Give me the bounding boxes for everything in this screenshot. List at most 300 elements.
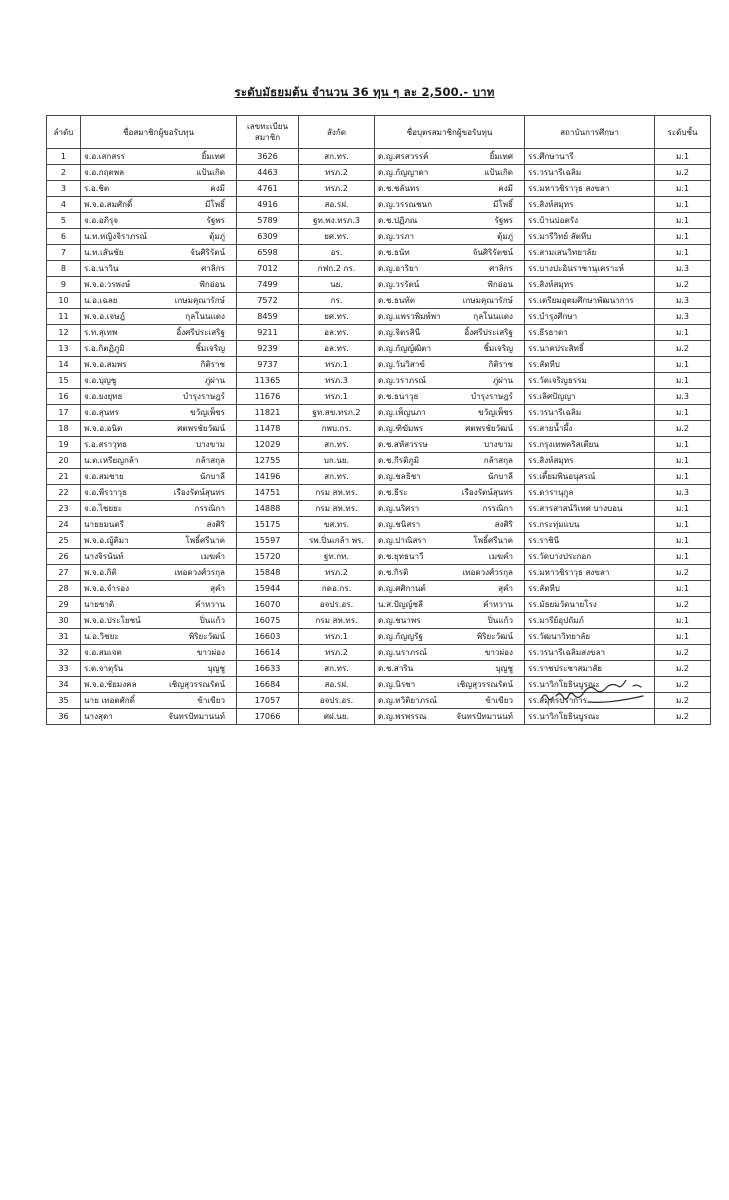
member-last: คำหวาน [195,599,225,609]
school: รร.สายน้ำผึ้ง [525,421,655,437]
level: ม.2 [655,277,711,293]
child-first: ด.ญ.ชนิสรา [378,519,421,529]
table-row [47,533,711,549]
child-last: สุคำ [498,583,513,593]
row-no: 16 [47,389,81,405]
member-last: แป้นเกิด [196,167,225,177]
unit: ทรภ.2 [299,645,375,661]
child-last: โพธิ์ศรีนาค [473,535,513,545]
member-first: นาย เทอดศักดิ์ [84,695,135,705]
table-row [47,469,711,485]
table-row [47,613,711,629]
unit: สอ.รฝ. [299,677,375,693]
unit: อจปร.อร. [299,693,375,709]
member-last: สงศิริ [206,519,225,529]
member-first: พ.จ.อ.สมพร [84,359,127,369]
school: รร.สามเสนวิทยาลัย [525,245,655,261]
member-first: จ.อ.พีรวาวุธ [84,487,128,497]
child-first: ด.ช.กิรติ [378,567,409,577]
child-last: ชิ้มเจริญ [483,343,513,353]
child-name [375,165,525,181]
unit: บก.นย. [299,453,375,469]
member-last: ขวัญเพ็ชร [190,407,225,417]
child-first: ด.ญ.กัญญาดา [378,167,429,177]
member-last: จันศิริรัตน์ [190,247,225,257]
reg-number: 3626 [237,149,299,165]
row-no: 11 [47,309,81,325]
level: ม.3 [655,293,711,309]
level: ม.2 [655,693,711,709]
row-no: 23 [47,501,81,517]
member-first: จ.อ.ยงยุทธ [84,391,123,401]
reg-number: 16633 [237,661,299,677]
reg-number: 16684 [237,677,299,693]
child-name [375,613,525,629]
member-first: นายชาติ [84,599,115,609]
member-last: ศาลิกร [201,263,225,273]
child-first: ด.ญ.เพ็ญนภา [378,407,426,417]
level: ม.2 [655,421,711,437]
row-no: 1 [47,149,81,165]
child-name [375,181,525,197]
child-name [375,485,525,501]
member-first: จ.อ.กฤตพล [84,167,125,177]
member-first: ร.ท.สุเทพ [84,327,118,337]
school: รร.ราชประชาสมาสัย [525,661,655,677]
table-row [47,421,711,437]
level: ม.1 [655,469,711,485]
level: ม.1 [655,549,711,565]
school: รร.บางปะอินราชานุเคราะห์ [525,261,655,277]
school: รร.กรุงเทพคริสเตียน [525,437,655,453]
member-last: พิริยะวัฒน์ [188,631,225,641]
reg-number: 6309 [237,229,299,245]
header-unit: สังกัด [299,116,375,149]
member-last: ตุ้มภู่ [209,231,225,241]
level: ม.1 [655,229,711,245]
reg-number: 7499 [237,277,299,293]
reg-number: 16075 [237,613,299,629]
member-name [81,325,237,341]
header-child: ชื่อบุตรสมาชิกผู้ขอรับทุน [375,116,525,149]
child-last: จันศิริรัตชน์ [472,247,513,257]
table-row [47,501,711,517]
member-name [81,373,237,389]
member-name [81,501,237,517]
child-first: ด.ญ.วันวิสาข์ [378,359,425,369]
row-no: 35 [47,693,81,709]
row-no: 15 [47,373,81,389]
child-last: รัฐพร [494,215,513,225]
row-no: 29 [47,597,81,613]
school: รร.กระทุ่มแบน [525,517,655,533]
child-last: จันทรปัทมานนท์ [456,711,513,721]
member-name [81,389,237,405]
child-first: ด.ญ.ศศิกานต์ [378,583,426,593]
school: รร.มัธยมวัดนายโรง [525,597,655,613]
child-last: พิริยะวัฒน์ [476,631,513,641]
row-no: 20 [47,453,81,469]
child-name [375,469,525,485]
unit: ฐท.พง.ทรภ.3 [299,213,375,229]
child-first: ด.ช.ธนัท [378,247,410,257]
member-name [81,613,237,629]
member-name [81,597,237,613]
unit: สอ.รฝ. [299,197,375,213]
member-last: ภู่ผ่าน [204,375,225,385]
school: รร.สัตหีบ [525,581,655,597]
member-first: จ.อ.บุญชู [84,375,117,385]
child-first: ด.ช.สหัสวรรษ [378,439,428,449]
header-school: สถาบันการศึกษา [525,116,655,149]
school: รร.มหาวชิราวุธ สงขลา [525,565,655,581]
reg-number: 15848 [237,565,299,581]
member-name [81,245,237,261]
school: รร.เตี้ยมพินอนุสรณ์ [525,469,655,485]
member-last: กล้าสกุล [195,455,225,465]
reg-number: 15944 [237,581,299,597]
row-no: 18 [47,421,81,437]
reg-number: 15175 [237,517,299,533]
level: ม.1 [655,213,711,229]
table-row [47,261,711,277]
table-row [47,293,711,309]
member-first: พ.จ.อ.เจษฎ์ [84,311,125,321]
reg-number: 12755 [237,453,299,469]
table-row [47,629,711,645]
row-no: 7 [47,245,81,261]
child-first: ด.ญ.วราภรณ์ [378,375,426,385]
level: ม.1 [655,629,711,645]
table-row [47,325,711,341]
level: ม.1 [655,357,711,373]
table-row [47,549,711,565]
unit: ยศ.ทร. [299,229,375,245]
row-no: 36 [47,709,81,725]
member-first: ร.อ.นาวิน [84,263,119,273]
member-name [81,165,237,181]
child-name [375,373,525,389]
reg-number: 11478 [237,421,299,437]
child-name [375,197,525,213]
school: รร.วรนารีเฉลิม [525,405,655,421]
child-name [375,405,525,421]
unit: กรม สห.ทร. [299,613,375,629]
school: รร.เลิศปัญญา [525,389,655,405]
school: รร.สารสาสน์วิเทศ บางบอน [525,501,655,517]
level: ม.3 [655,261,711,277]
school: รร.วัดเจริญธรรม [525,373,655,389]
school: รร.สิงห์สมุทร [525,453,655,469]
child-first: ด.ญ.พรพรรณ [378,711,427,721]
row-no: 2 [47,165,81,181]
unit: กรม สห.ทร. [299,485,375,501]
child-last: กุลโนนแดง [473,311,513,321]
member-name [81,213,237,229]
row-no: 14 [47,357,81,373]
scholarship-table [46,115,711,725]
reg-number: 11676 [237,389,299,405]
unit: ยศ.ทร. [299,309,375,325]
child-first: ด.ญ.ปาณิสรา [378,535,427,545]
child-last: คงมี [498,183,513,193]
signature-image [538,680,658,708]
member-name [81,677,237,693]
school: รร.นาวิกโยธินบูรณะ [525,709,655,725]
child-last: เรืองรัตน์สุนทร [461,487,513,497]
level: ม.1 [655,245,711,261]
level: ม.1 [655,501,711,517]
table-row [47,245,711,261]
member-last: คงมี [210,183,225,193]
unit: สก.ทร. [299,437,375,453]
school: รร.ราชินี [525,533,655,549]
child-first: ด.ญ.นราภรณ์ [378,647,427,657]
school: รร.ธีรธาดา [525,325,655,341]
unit: ศฝ.นย. [299,709,375,725]
child-last: กิติราช [488,359,513,369]
reg-number: 9737 [237,357,299,373]
unit: ทรภ.1 [299,629,375,645]
reg-number: 7572 [237,293,299,309]
reg-number: 16603 [237,629,299,645]
unit: กพบ.กร. [299,421,375,437]
row-no: 32 [47,645,81,661]
level: ม.2 [655,341,711,357]
school: รร.วัดบางประกอก [525,549,655,565]
member-name [81,437,237,453]
reg-number: 16070 [237,597,299,613]
member-name [81,149,237,165]
child-last: เมฆคำ [488,551,513,561]
table-row [47,309,711,325]
child-name [375,453,525,469]
header-member: ชื่อสมาชิกผู้ขอรับทุน [81,116,237,149]
unit: สก.ทร. [299,149,375,165]
member-last: เกษมคุณารักษ์ [174,295,225,305]
reg-number: 4463 [237,165,299,181]
row-no: 6 [47,229,81,245]
table-row [47,389,711,405]
member-last: เชิญสุวรรณรัตน์ [169,679,225,689]
child-first: ด.ญ.จิตรสินี [378,327,421,337]
child-last: นักบาลี [487,471,513,481]
child-last: ยิ้มเทศ [489,151,513,161]
table-row [47,229,711,245]
member-last: อิ้งศรีประเสริฐ [176,327,225,337]
member-last: จันทรปัทมานนท์ [168,711,225,721]
level: ม.1 [655,613,711,629]
child-first: ด.ญ.แพรวพิมพ์พา [378,311,441,321]
child-first: ด.ช.สาริน [378,663,414,673]
child-first: ด.ญ.ฑิฆัมพร [378,423,424,433]
member-first: พ.จ.อ.ชัยมงคล [84,679,137,689]
row-no: 10 [47,293,81,309]
member-last: ฟักอ่อน [199,279,225,289]
table-row [47,357,711,373]
unit: ทรภ.2 [299,165,375,181]
table-row [47,437,711,453]
child-last: มีโพธิ์ [493,199,513,209]
reg-number: 7012 [237,261,299,277]
school: รร.มหาวชิราวุธ สงขลา [525,181,655,197]
member-name [81,453,237,469]
row-no: 27 [47,565,81,581]
child-first: ด.ญ.วรรณชนก [378,199,432,209]
unit: อล.ทร. [299,341,375,357]
row-no: 4 [47,197,81,213]
table-row [47,565,711,581]
table-row [47,453,711,469]
unit: ฐท.สข.ทรภ.2 [299,405,375,421]
member-last: กรรณิกา [194,503,225,513]
child-name [375,501,525,517]
unit: นย. [299,277,375,293]
row-no: 25 [47,533,81,549]
level: ม.1 [655,437,711,453]
reg-number: 16614 [237,645,299,661]
member-first: จ.อ.สมเจต [84,647,122,657]
reg-number: 15597 [237,533,299,549]
unit: อร. [299,245,375,261]
child-name [375,597,525,613]
table-row [47,405,711,421]
reg-number: 4761 [237,181,299,197]
child-first: ด.ช.ยุทธนาวี [378,551,424,561]
child-name [375,661,525,677]
member-first: พ.จ.อ.ญู้ติมา [84,535,129,545]
table-row [47,373,711,389]
level: ม.1 [655,181,711,197]
member-first: พ.จ.อ.อนิต [84,423,123,433]
member-name [81,629,237,645]
child-name [375,549,525,565]
unit: ขส.ทร. [299,517,375,533]
member-name [81,533,237,549]
member-name [81,181,237,197]
level: ม.2 [655,661,711,677]
member-name [81,485,237,501]
child-first: ด.ญ.กัญญรัฐ [378,631,423,641]
unit: สก.ทร. [299,661,375,677]
member-first: พ.จ.อ.จำรอง [84,583,130,593]
child-name [375,293,525,309]
child-first: ด.ช.ธนทัต [378,295,415,305]
school: รร.ศึกษานารี [525,149,655,165]
row-no: 12 [47,325,81,341]
row-no: 3 [47,181,81,197]
header-level: ระดับชั้น [655,116,711,149]
child-last: คำหวาน [483,599,513,609]
member-name [81,581,237,597]
level: ม.1 [655,373,711,389]
child-last: อิ้งศรีประเสริฐ [464,327,513,337]
level: ม.2 [655,597,711,613]
table-row [47,645,711,661]
table-row [47,341,711,357]
table-row [47,213,711,229]
child-last: แป้นเกิด [484,167,513,177]
child-name [375,645,525,661]
member-name [81,341,237,357]
table-row [47,149,711,165]
member-name [81,709,237,725]
child-last: ฟักอ่อน [487,279,513,289]
row-no: 26 [47,549,81,565]
level: ม.3 [655,389,711,405]
unit: กรม สห.ทร. [299,501,375,517]
unit: ฐท.กท. [299,549,375,565]
unit: ทรภ.2 [299,181,375,197]
member-first: ร.อ.กิตฏิภูมิ [84,343,125,353]
child-first: น.ส.ปัญญ์ชลี [378,599,424,609]
child-first: ด.ญ.ชลธิชา [378,471,421,481]
child-name [375,213,525,229]
member-first: จ.อ.สมชาย [84,471,124,481]
child-name [375,693,525,709]
member-first: น.ต.เหรียญกล้า [84,455,139,465]
level: ม.2 [655,565,711,581]
row-no: 33 [47,661,81,677]
child-last: เทอดวงศ์วรกุล [462,567,513,577]
member-first: พ.จ.อ.สมศักดิ์ [84,199,133,209]
member-name [81,405,237,421]
child-last: กล้าสกุล [483,455,513,465]
member-name [81,549,237,565]
child-name [375,309,525,325]
child-last: ปิ่นแก้ว [487,615,513,625]
school: รร.มารีวิทย์ สัตหีบ [525,229,655,245]
child-name [375,437,525,453]
member-first: ร.อ.ชิต [84,183,110,193]
unit: รพ.ปิ่นเกล้า พร. [299,533,375,549]
school: รร.วรนารีเฉลิมสงขลา [525,645,655,661]
member-first: จ.อ.ไชยยะ [84,503,123,513]
child-last: บางขาม [483,439,513,449]
child-name [375,517,525,533]
row-no: 22 [47,485,81,501]
level: ม.1 [655,453,711,469]
member-name [81,469,237,485]
child-name [375,341,525,357]
table-row [47,181,711,197]
page-title: ระดับมัธยมต้น จำนวน 36 ทุน ๆ ละ 2,500.- บาท [234,85,495,99]
unit: ทรภ.1 [299,389,375,405]
level: ม.1 [655,533,711,549]
member-name [81,565,237,581]
table-row [47,197,711,213]
unit: อล.ทร. [299,325,375,341]
member-last: มีโพธิ์ [205,199,225,209]
member-first: นางจิรนันท์ [84,551,124,561]
unit: สก.ทร. [299,469,375,485]
member-first: น.ท.เสันชัย [84,247,124,257]
member-last: ยิ้มเทศ [201,151,225,161]
header-no: ลำดับ [47,116,81,149]
member-last: โพธิ์ศรีนาค [185,535,225,545]
level: ม.2 [655,165,711,181]
child-name [375,229,525,245]
reg-number: 9211 [237,325,299,341]
school: รร.บ้านบ่อตรัง [525,213,655,229]
reg-number: 14888 [237,501,299,517]
unit: ทรภ.1 [299,357,375,373]
member-first: น.ท.หญิงจิราภรณ์ [84,231,148,241]
member-last: นักบาลี [199,471,225,481]
reg-number: 14751 [237,485,299,501]
child-first: ด.ญ.ศรสวรรค์ [378,151,429,161]
level: ม.1 [655,581,711,597]
